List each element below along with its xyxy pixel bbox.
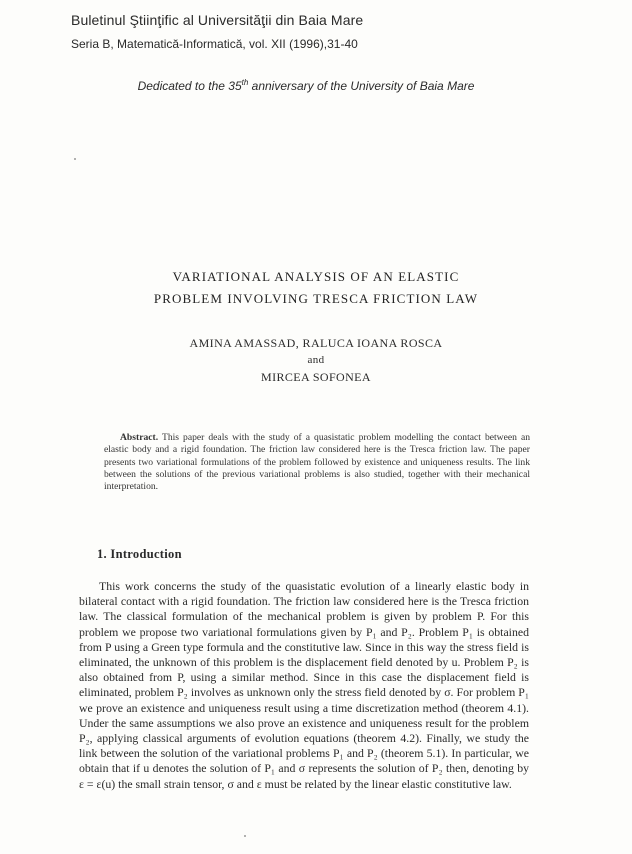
abstract-label: Abstract. (120, 432, 159, 443)
authors-conjunction: and (307, 354, 325, 366)
paper-title (0, 266, 632, 310)
authors-line-2: MIRCEA SOFONEA (261, 370, 371, 384)
dedication (0, 78, 612, 93)
paper-title-line-2: PROBLEM INVOLVING TRESCA FRICTION LAW (153, 291, 479, 306)
journal-series: Seria B, Matematică-Informatică, vol. XII (1996),31-40 (71, 37, 358, 51)
authors-line-1: AMINA AMASSAD, RALUCA IOANA ROSCA (189, 336, 443, 350)
scan-speck (74, 158, 76, 160)
intro-paragraph: This work concerns the study of the quasistatic evolution of a linearly elastic body in bilateral contact with a rigid foundation. The friction law considered here is the Tresca friction law. The classical formulation of the mechanical problem is given by problem P. For this problem we propose two variational formulations given by P₁ and P₂. Problem P₁ is obtained from P using a Green type formula and the constitutive law. Since in this way the stress field is eliminated, the unknown of this problem is the displacement field denoted by u. Problem P₂ is also obtained from P, using a similar method. Since in this case the displacement field is eliminated, problem P₂ involves as unknown only the stress field denoted by σ. For problem P₁ we prove an existence and uniqueness result using a time discretization method (theorem 4.1). Under the same assumptions we also prove an existence and uniqueness result for the problem P₂, applying classical arguments of evolution equations (theorem 4.2). Finally, we study the link between the solution of the variational problems P₁ and P₂ (theorem 5.1). In particular, we obtain that if u denotes the solution of P₁ and σ represents the solution of P₂ then, denoting by ε = ε(u) the small strain tensor, σ and ε must be related by the linear elastic constitutive law. (79, 579, 529, 791)
body-text (79, 579, 529, 792)
paper-title-line-1: VARIATIONAL ANALYSIS OF AN ELASTIC (172, 269, 460, 284)
author-block (0, 335, 632, 386)
journal-name: Buletinul Ştiinţific al Universităţii din Baia Mare (71, 12, 364, 28)
dedication-suffix: anniversary of the University of Baia Mare (248, 79, 475, 93)
scan-speck (244, 835, 246, 837)
abstract (104, 432, 530, 493)
dedication-superscript: th (241, 78, 249, 87)
section-heading: 1. Introduction (97, 547, 182, 561)
dedication-prefix: Dedicated to the 35 (137, 79, 242, 93)
abstract-text: This paper deals with the study of a quasistatic problem modelling the contact between an elastic body and a rigid foundation. The friction law considered here is the Tresca friction law. The paper presents two variational formulations of the problem followed by existence and uniqueness results. The link between the solutions of the previous variational problems is also studied, together with their mechanical interpretation. (104, 432, 530, 493)
